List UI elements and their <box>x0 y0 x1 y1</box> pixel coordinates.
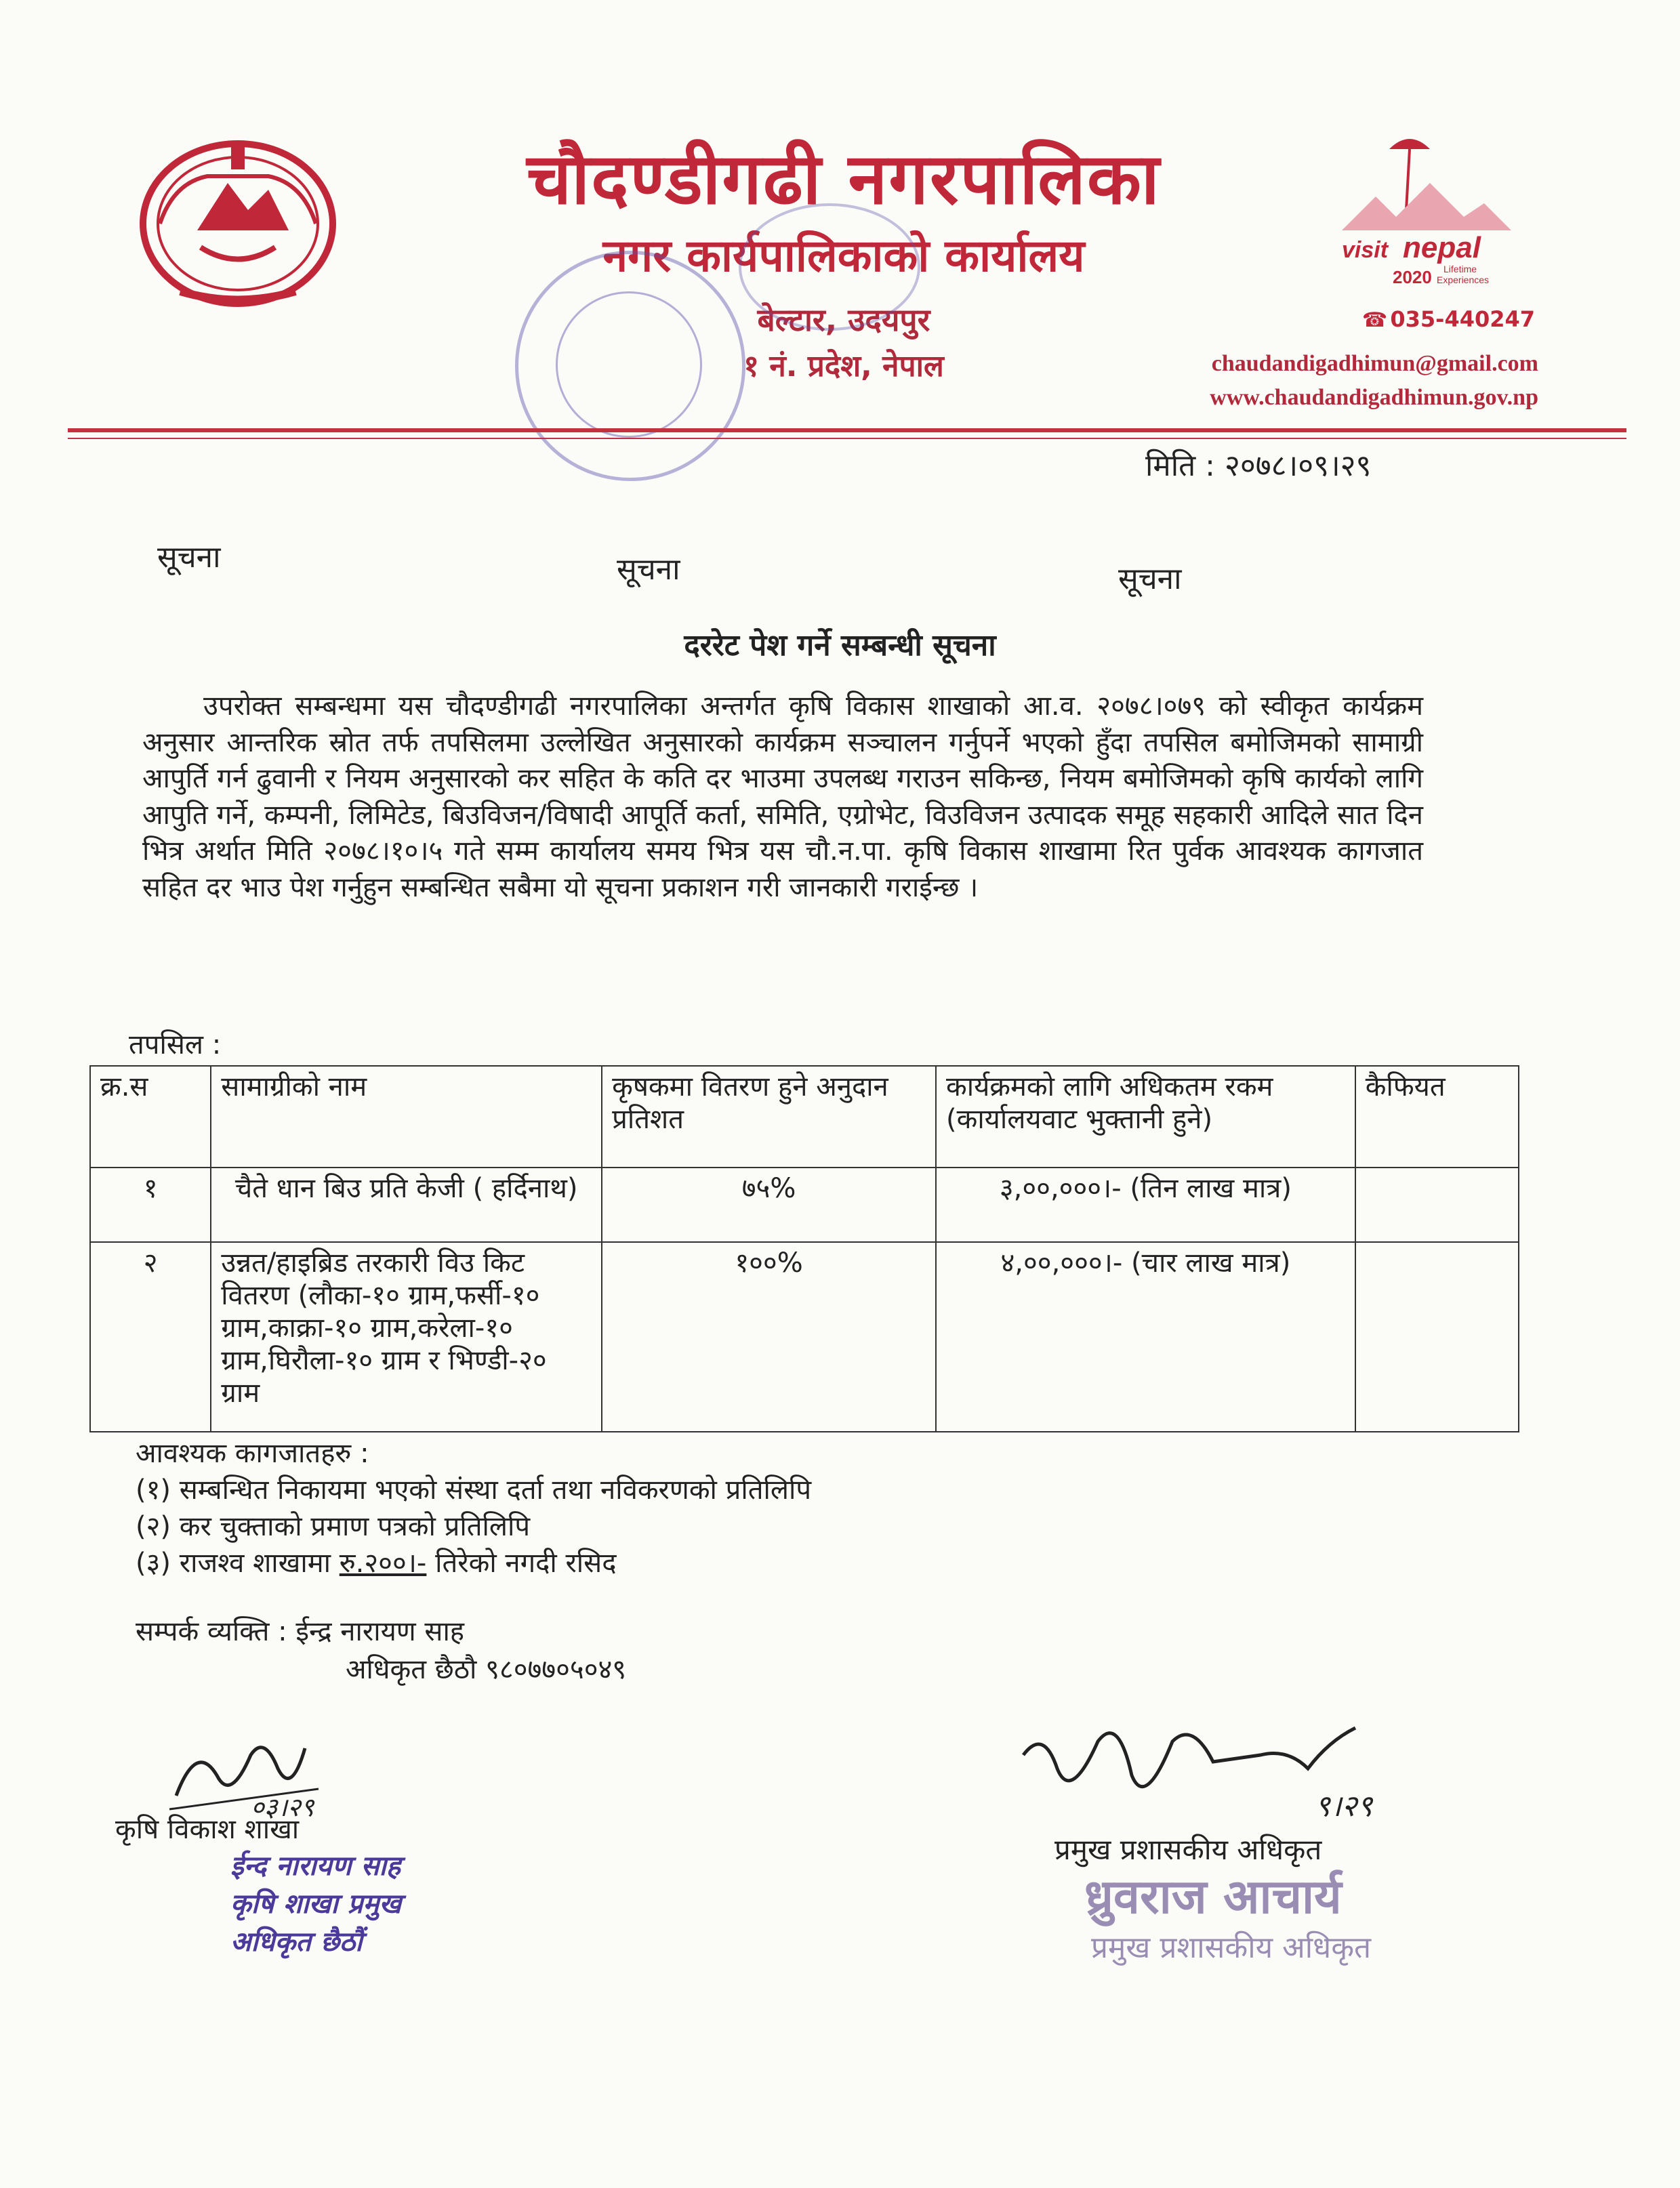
office-stamp-secondary <box>739 203 920 331</box>
telephone-icon: ☎ <box>1362 308 1388 332</box>
right-signature-date: ९।२९ <box>1315 1789 1373 1823</box>
phone-number <box>1362 306 1535 332</box>
website-url: www.chaudandigadhimun.gov.np <box>1210 385 1538 410</box>
document-item: (२) कर चुक्ताको प्रमाण पत्रको प्रतिलिपि <box>136 1511 531 1542</box>
table-row <box>90 1242 1519 1432</box>
header-sn: क्र.स <box>90 1066 211 1168</box>
header-rule-thick <box>68 428 1626 432</box>
header-rule-thin <box>68 438 1626 439</box>
body-paragraph: उपरोक्त सम्बन्धमा यस चौदण्डीगढी नगरपालिका अन्तर्गत कृषि विकास शाखाको आ.व. २०७८।०७९ को स्वीकृत कार्यक्रम अनुसार आन्तरिक स्रोत तर्फ तपसिलमा उल्लेखित अनुसारको कार्यक्रम सञ्चालन गर्नुपर्ने भएको हुँदा तपसिल बमोजिमको सामाग्री आपुर्ति गर्न ढुवानी र नियम अनुसारको कर सहित के कति दर भाउमा उपलब्ध गराउन सकिन्छ, नियम बमोजिमको कृषि कार्यको लागि आपुति गर्ने, कम्पनी, लिमिटेड, बिउविजन/विषादी आपूर्ति कर्ता, समिति, एग्रोभेट, विउविजन उत्पादक समूह सहकारी आदिले सात दिन भित्र अर्थात मिति २०७८।१०।५ गते सम्म कार्यालय समय भित्र यस चौ.न.पा. कृषि विकास शाखामा रित पुर्वक आवश्यक कागजात सहित दर भाउ पेश गर्नुहुन सम्बन्धित सबैमा यो सूचना प्रकाशन गरी जानकारी गराईन्छ । <box>142 690 1423 903</box>
document-item-prefix: (३) राजश्व शाखामा <box>136 1548 331 1579</box>
nepal-text: nepal <box>1403 231 1481 264</box>
row-item-name: चैते धान बिउ प्रति केजी ( हर्दिनाथ) <box>211 1168 602 1242</box>
header-item-name: सामाग्रीको नाम <box>211 1066 602 1168</box>
document-item-suffix: तिरेको नगदी रसिद <box>435 1548 617 1579</box>
visit-nepal-logo <box>1328 129 1532 298</box>
document-item: (१) सम्बन्धित निकायमा भएको संस्था दर्ता तथा नविकरणको प्रतिलिपि <box>136 1474 812 1506</box>
row-remarks <box>1355 1242 1519 1432</box>
date-value: २०७८।०९।२९ <box>1225 449 1372 483</box>
phone-value: 035-440247 <box>1390 306 1536 332</box>
document-item <box>136 1545 811 1582</box>
org-name: चौदण्डीगढी नगरपालिका <box>527 138 1161 220</box>
left-signature-date: ०३।२९ <box>251 1792 314 1822</box>
address-line-2: १ नं. प्रदेश, नेपाल <box>743 349 944 384</box>
contact-person: सम्पर्क व्यक्ति : ईन्द्र नारायण साह <box>136 1616 465 1647</box>
left-stamp-name: ईन्द नारायण साह <box>230 1851 401 1882</box>
row-subsidy: १००% <box>602 1242 936 1432</box>
row-amount: ४,००,०००।- (चार लाख मात्र) <box>936 1242 1355 1432</box>
required-documents <box>136 1435 811 1582</box>
row-sn: १ <box>90 1168 211 1242</box>
notice-heading-2: सूचना <box>617 552 680 587</box>
office-stamp-inner <box>556 291 702 438</box>
header-remarks: कैफियत <box>1355 1066 1519 1168</box>
notice-heading-3: सूचना <box>1118 562 1182 596</box>
email-address: chaudandigadhimun@gmail.com <box>1211 351 1538 376</box>
address-line-1: बेल्टार, उदयपुर <box>757 302 930 338</box>
documents-title: आवश्यक कागजातहरु : <box>136 1438 369 1469</box>
document-item-amount: रु.२००।- <box>339 1548 427 1579</box>
year-text: 2020 <box>1393 267 1432 287</box>
date-label: मिति : <box>1145 449 1215 483</box>
contact-designation-phone: अधिकृत छैठौ ९८०७७०५०४९ <box>346 1654 627 1685</box>
left-stamp-role: कृषि शाखा प्रमुख <box>230 1888 402 1920</box>
row-remarks <box>1355 1168 1519 1242</box>
row-sn: २ <box>90 1242 211 1432</box>
right-signature <box>1017 1701 1450 1836</box>
nepal-emblem-icon <box>133 129 343 318</box>
right-stamp-title: प्रमुख प्रशासकीय अधिकृत <box>1091 1931 1372 1965</box>
subject-line: दररेट पेश गर्ने सम्बन्धी सूचना <box>684 628 996 663</box>
right-signatory-title: प्रमुख प्रशासकीय अधिकृत <box>1054 1833 1322 1866</box>
row-subsidy: ७५% <box>602 1168 936 1242</box>
visit-text: visit <box>1342 237 1389 263</box>
items-table <box>89 1065 1519 1432</box>
left-stamp-rank: अधिकृत छैठौं <box>230 1926 363 1958</box>
table-header-row <box>90 1066 1519 1168</box>
row-amount: ३,००,०००।- (तिन लाख मात्र) <box>936 1168 1355 1242</box>
right-stamp-name: ध्रुवराज आचार्य <box>1084 1869 1342 1924</box>
header-subsidy: कृषकमा वितरण हुने अनुदान प्रतिशत <box>602 1066 936 1168</box>
date-line <box>1145 444 1371 484</box>
left-signatory-stamp <box>230 1847 401 1961</box>
left-signatory-title: कृषि विकाश शाखा <box>115 1814 300 1845</box>
row-item-name: उन्नत/हाइब्रिड तरकारी विउ किट वितरण (लौका-१० ग्राम,फर्सी-१० ग्राम,काक्रा-१० ग्राम,करेला-१० ग्राम,घिरौला-१० ग्राम र भिण्डी-२० ग्राम <box>211 1242 602 1432</box>
office-name: नगर कार्यपालिकाको कार्यालय <box>602 230 1085 282</box>
tagline-text-1: Lifetime <box>1443 264 1477 274</box>
tapsil-label: तपसिल : <box>129 1029 222 1060</box>
notice-heading-1: सूचना <box>157 540 221 575</box>
tagline-text-2: Experiences <box>1437 274 1490 285</box>
table-row <box>90 1168 1519 1242</box>
header-amount: कार्यक्रमको लागि अधिकतम रकम (कार्यालयवाट भुक्तानी हुने) <box>936 1066 1355 1168</box>
